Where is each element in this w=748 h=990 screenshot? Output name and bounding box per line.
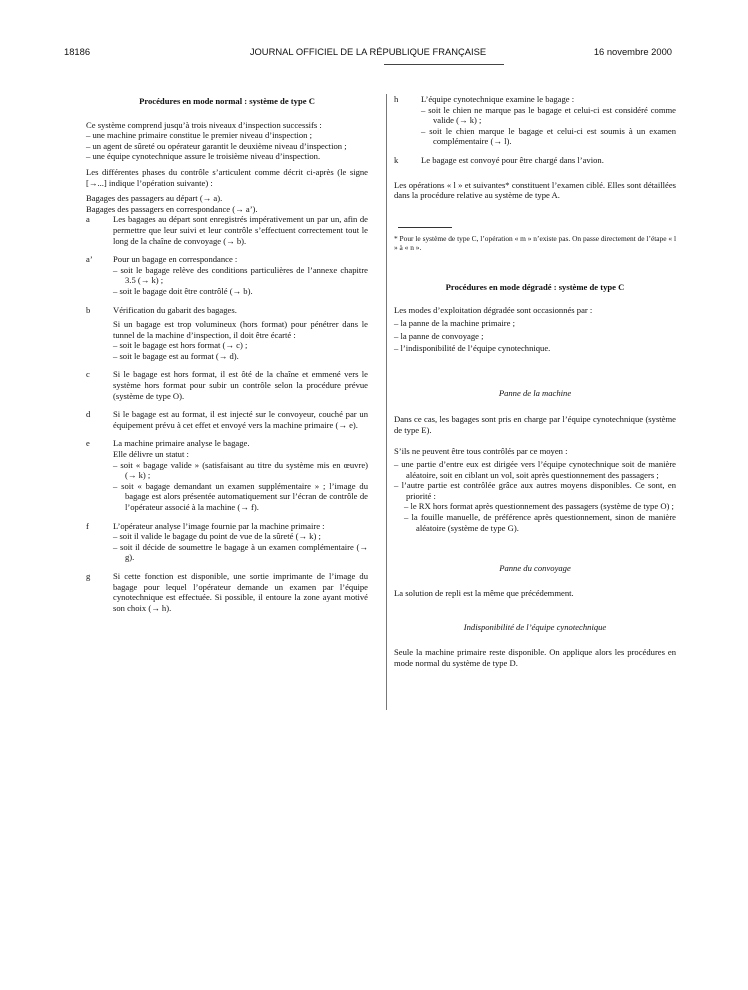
step-label: d (86, 409, 91, 420)
section-heading-degraded: Procédures en mode dégradé : système de type C (445, 281, 625, 292)
step-f (86, 521, 368, 563)
step-label: k (394, 154, 399, 165)
step-sub: – soit il valide le bagage du point de vue de la sûreté (→ k) ; (113, 531, 321, 542)
step-text: Si le bagage est hors format, il est ôté de la chaîne et emmené vers le système hors format pour subir un contrôle selon la procédure prévue (système de type O). (113, 369, 368, 401)
journal-title: JOURNAL OFFICIEL DE LA RÉPUBLIQUE FRANÇAISE (249, 46, 487, 57)
step-text: Le bagage est convoyé pour être chargé dans l’avion. (421, 154, 604, 165)
conveyor-failure-text: La solution de repli est la même que précédemment. (394, 587, 574, 598)
step-text: Si cette fonction est disponible, une sortie imprimante de l’image du bagage pour lequel l’opérateur demande un examen par l’équipe cynotechnique est effectuée. Si possible, il entoure la zone ayant motivé son choix (→ h). (113, 570, 368, 613)
step-k (394, 155, 676, 166)
step-c (86, 369, 368, 401)
step-sub: – soit le chien marque le bagage et celui-ci est soumis à un examen complémentaire (→ l). (421, 125, 676, 147)
page-header (64, 46, 672, 60)
column-divider (386, 94, 387, 710)
step-text: Les bagages au départ sont enregistrés impérativement un par un, afin de permettre que leur suivi et leur contrôle s’effectuent correctement tout le long de la chaîne de convoyage (→ b). (113, 214, 368, 246)
step-label: a (86, 214, 90, 225)
machine-failure-text: S’ils ne peuvent être tous contrôlés par ce moyen : (394, 445, 568, 456)
step-label: h (394, 94, 399, 104)
mode-item: – la panne de convoyage ; (394, 330, 484, 341)
step-h (394, 94, 676, 147)
step-label: c (86, 369, 90, 380)
subheading-conveyor-failure: Panne du convoyage (499, 563, 571, 574)
step-text: La machine primaire analyse le bagage. (113, 438, 250, 449)
departure-line: Bagages des passagers au départ (→ a). (86, 193, 223, 204)
page-number: 18186 (64, 46, 91, 57)
fallback-nested-item: – la fouille manuelle, de préférence après questionnement, sinon de manière aléatoire (système de type G). (404, 512, 676, 533)
issue-date: 16 novembre 2000 (593, 46, 672, 57)
step-label: g (86, 570, 91, 581)
step-b (86, 305, 368, 362)
step-text: Pour un bagage en correspondance : (113, 254, 238, 265)
step-a-prime (86, 254, 368, 296)
modes-intro: Les modes d’exploitation dégradée sont occasionnés par : (394, 305, 593, 316)
step-sub: – soit le bagage est hors format (→ c) ; (113, 340, 248, 351)
step-sub: – soit il décide de soumettre le bagage à un examen complémentaire (→ g). (113, 541, 368, 563)
step-label: f (86, 520, 89, 531)
step-label: a’ (86, 254, 93, 265)
step-label: e (86, 438, 90, 449)
step-text: Elle délivre un statut : (113, 449, 189, 460)
step-text: Si un bagage est trop volumineux (hors format) pour pénétrer dans le tunnel de la machine d’inspection, il doit être écarté : (113, 319, 368, 340)
step-sub: – soit le chien ne marque pas le bagage et celui-ci est considéré comme valide (→ k) ; (421, 104, 676, 126)
phases-paragraph: Les différentes phases du contrôle s’articulent comme décrit ci-après (le signe [→...] indique l’opération suivante) : (86, 166, 368, 188)
step-text: Si le bagage est au format, il est injecté sur le convoyeur, couché par un équipement prévu à cet effet et envoyé vers la machine primaire (→ e). (113, 409, 368, 430)
fallback-item: – l’autre partie est contrôlée grâce aux autres moyens disponibles. Ce sont, en priorité : (394, 480, 676, 501)
footnote-rule (398, 227, 452, 228)
footnote: * Pour le système de type C, l’opération « m » n’existe pas. On passe directement de l’étape « l » à « n ». (394, 233, 676, 252)
fallback-nested-item: – le RX hors format après questionnement des passagers (système de type O) ; (404, 501, 674, 512)
step-e (86, 438, 368, 512)
intro-paragraph: Ce système comprend jusqu’à trois niveaux d’inspection successifs : (86, 119, 322, 130)
header-rule (384, 64, 504, 65)
section-heading-normal: Procédures en mode normal : système de type C (139, 96, 315, 106)
step-sub: – soit le bagage doit être contrôlé (→ b). (113, 285, 253, 296)
step-sub: – soit le bagage relève des conditions particulières de l’annexe chapitre 3.5 (→ k) ; (113, 264, 368, 286)
step-text: L’équipe cynotechnique examine le bagage : (421, 94, 575, 104)
level-item: – une machine primaire constitue le premier niveau d’inspection ; (86, 130, 312, 141)
step-sub: – soit « bagage demandant un examen supplémentaire » ; l’image du bagage est alors présentée automatiquement sur l’écran de contrôle de l’opérateur associé à la machine (→ f). (113, 480, 368, 512)
step-g (86, 571, 368, 613)
step-a (86, 214, 368, 246)
level-item: – une équipe cynotechnique assure le troisième niveau d’inspection. (86, 151, 321, 162)
mode-item: – la panne de la machine primaire ; (394, 317, 515, 328)
level-item: – un agent de sûreté ou opérateur garantit le deuxième niveau d’inspection ; (86, 140, 347, 151)
step-d (86, 409, 368, 430)
fallback-item: – une partie d’entre eux est dirigée vers l’équipe cynotechnique soit de manière aléatoire, soit en ciblant un vol, soit après questionnement des passagers ; (394, 459, 676, 480)
mode-item: – l’indisponibilité de l’équipe cynotechnique. (394, 343, 551, 354)
step-label: b (86, 304, 91, 315)
connection-line: Bagages des passagers en correspondance (→ a’). (86, 203, 258, 214)
ops-paragraph: Les opérations « l » et suivantes* constituent l’examen ciblé. Elles sont détaillées dans la procédure relative au système de type A. (394, 179, 676, 201)
step-text: L’opérateur analyse l’image fournie par la machine primaire : (113, 520, 325, 531)
left-column (86, 96, 368, 621)
step-sub: – soit le bagage est au format (→ d). (113, 350, 239, 361)
canine-unavailable-text: Seule la machine primaire reste disponible. On applique alors les procédures en mode normal du système de type D. (394, 647, 676, 668)
machine-failure-text: Dans ce cas, les bagages sont pris en charge par l’équipe cynotechnique (système de type E). (394, 414, 676, 435)
step-sub: – soit « bagage valide » (satisfaisant au titre du système mis en œuvre) (→ k) ; (113, 459, 368, 481)
subheading-machine-failure: Panne de la machine (498, 387, 572, 398)
subheading-canine-unavailable: Indisponibilité de l’équipe cynotechnique (463, 622, 607, 633)
right-column (394, 96, 676, 673)
step-text: Vérification du gabarit des bagages. (113, 304, 237, 315)
